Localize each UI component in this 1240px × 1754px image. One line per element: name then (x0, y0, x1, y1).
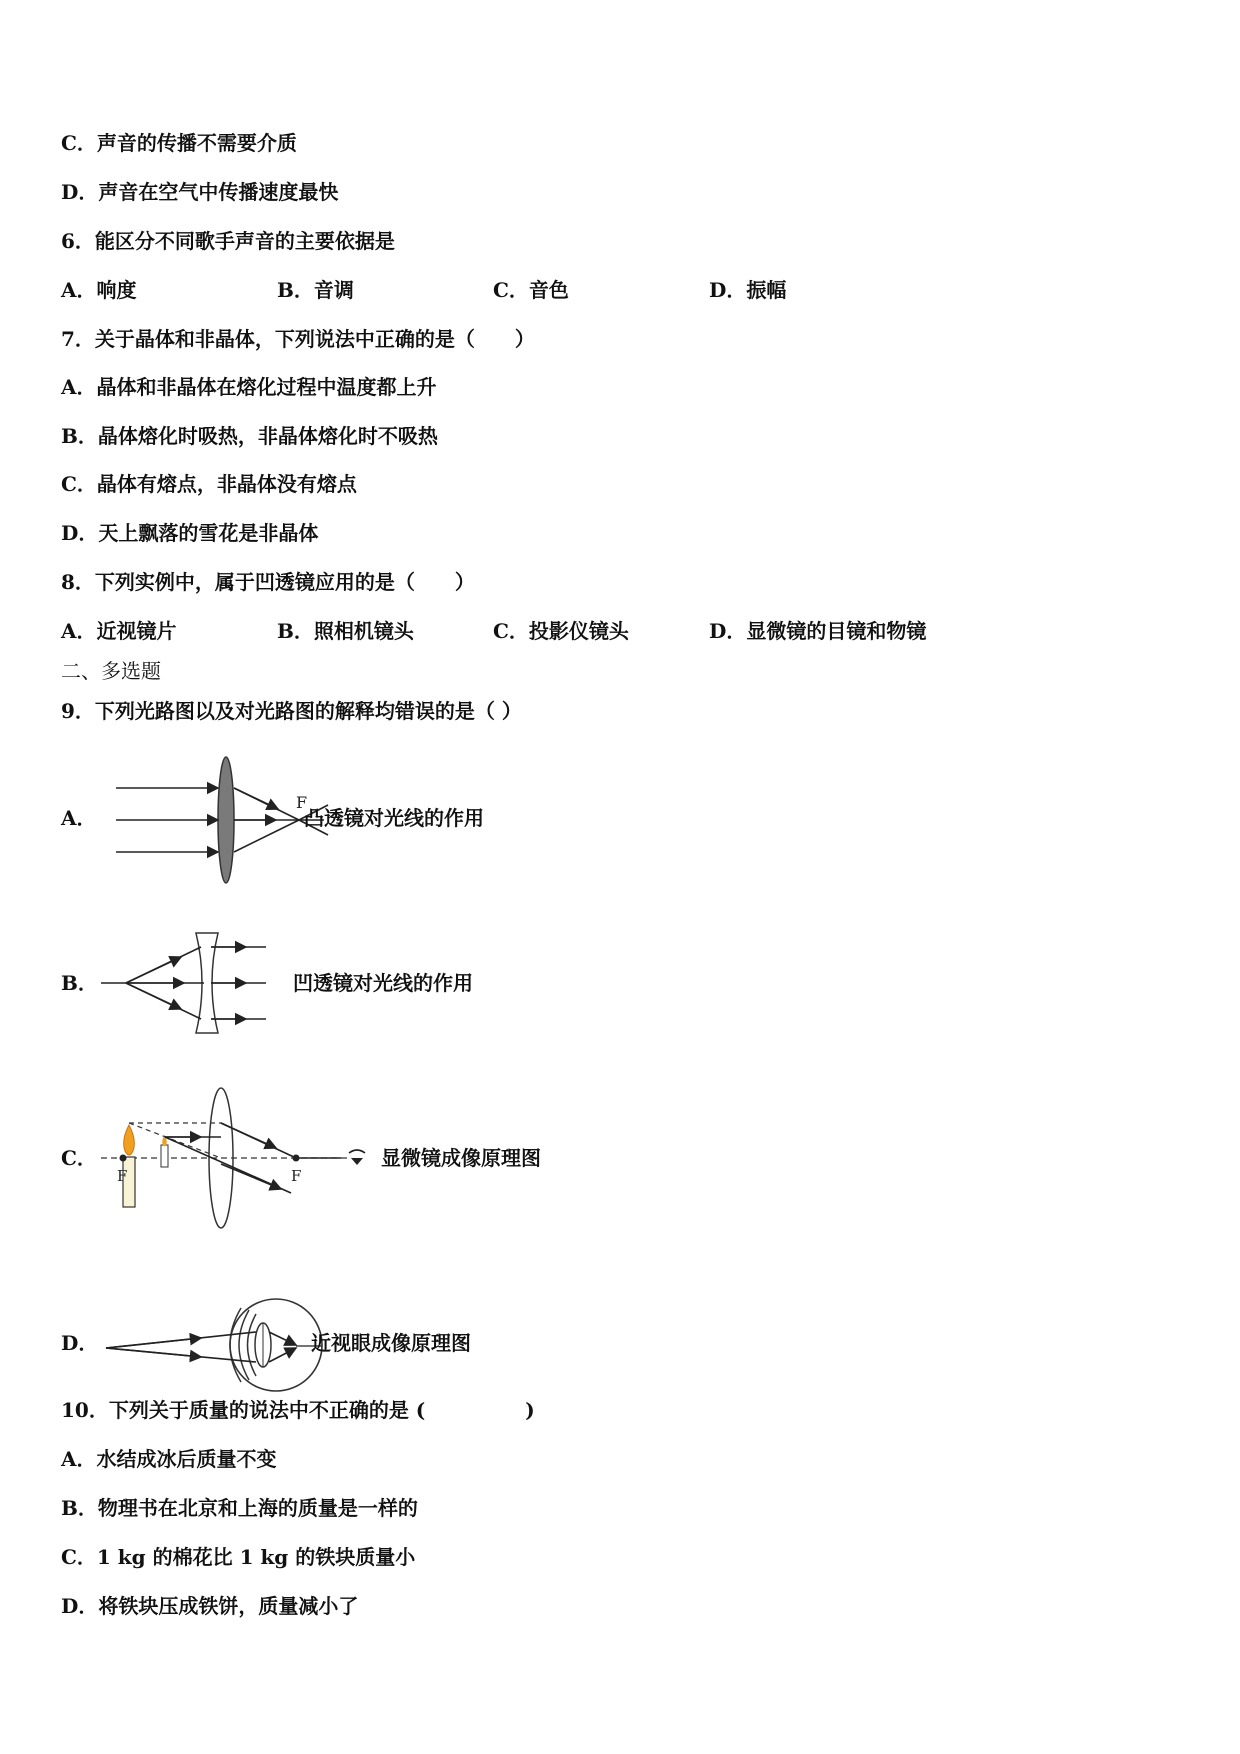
q9-option-b-caption: 凹透镜对光线的作用 (293, 971, 473, 995)
q8-option-b: B．照相机镜头 (277, 619, 414, 643)
eyeball-shape (230, 1299, 322, 1391)
q6-stem: 6．能区分不同歌手声音的主要依据是 (61, 229, 395, 253)
q7-option-a: A．晶体和非晶体在熔化过程中温度都上升 (61, 375, 437, 399)
q10-option-a: A．水结成冰后质量不变 (61, 1447, 277, 1471)
focus-label-right: F (291, 1167, 302, 1185)
section-title: 二、多选题 (61, 659, 161, 683)
q10-option-c: C．1 kg 的棉花比 1 kg 的铁块质量小 (61, 1545, 416, 1569)
q9-option-b (61, 925, 761, 1045)
eye-icon (349, 1150, 365, 1165)
myopia-eye-diagram (101, 1290, 331, 1400)
q8-option-c: C．投影仪镜头 (493, 619, 629, 643)
q6-option-a: A．响度 (61, 278, 137, 302)
q6-option-d: D．振幅 (709, 278, 787, 302)
q9-option-b-letter: B． (61, 971, 98, 995)
q9-option-d-caption: 近视眼成像原理图 (311, 1331, 471, 1355)
focus-label-left: F (117, 1167, 128, 1185)
q8-stem: 8．下列实例中，属于凹透镜应用的是（ ） (61, 570, 475, 594)
q9-option-d (61, 1290, 761, 1400)
q9-option-d-letter: D． (61, 1331, 99, 1355)
q9-stem: 9．下列光路图以及对光路图的解释均错误的是（ ） (61, 699, 522, 723)
flame-icon (124, 1125, 135, 1155)
q7-option-d: D．天上飘落的雪花是非晶体 (61, 521, 319, 545)
small-candle-icon (161, 1145, 168, 1167)
q8-option-d: D．显微镜的目镜和物镜 (709, 619, 927, 643)
q9-option-a (61, 750, 761, 890)
q7-stem: 7．关于晶体和非晶体，下列说法中正确的是（ ） (61, 327, 535, 351)
q8-options (61, 618, 1161, 644)
q7-option-c: C．晶体有熔点，非晶体没有熔点 (61, 472, 357, 496)
q10-stem: 10．下列关于质量的说法中不正确的是 ( ) (61, 1398, 535, 1422)
q9-option-c (61, 1085, 761, 1235)
q5-option-d: D．声音在空气中传播速度最快 (61, 180, 339, 204)
q6-options (61, 277, 1161, 303)
microscope-diagram (101, 1085, 391, 1235)
q6-option-c: C．音色 (493, 278, 569, 302)
q8-option-a: A．近视镜片 (61, 619, 177, 643)
q9-option-a-letter: A． (61, 806, 97, 830)
q10-option-d: D．将铁块压成铁饼，质量减小了 (61, 1594, 359, 1618)
q9-option-a-caption: 凸透镜对光线的作用 (304, 806, 484, 830)
q9-option-c-caption: 显微镜成像原理图 (381, 1146, 541, 1170)
q7-option-b: B．晶体熔化时吸热，非晶体熔化时不吸热 (61, 424, 438, 448)
convex-lens-shape (218, 757, 234, 883)
q10-option-b: B．物理书在北京和上海的质量是一样的 (61, 1496, 418, 1520)
q6-option-b: B．音调 (277, 278, 354, 302)
focus-label: F (296, 793, 308, 812)
q9-option-c-letter: C． (61, 1146, 97, 1170)
q5-option-c: C．声音的传播不需要介质 (61, 131, 297, 155)
